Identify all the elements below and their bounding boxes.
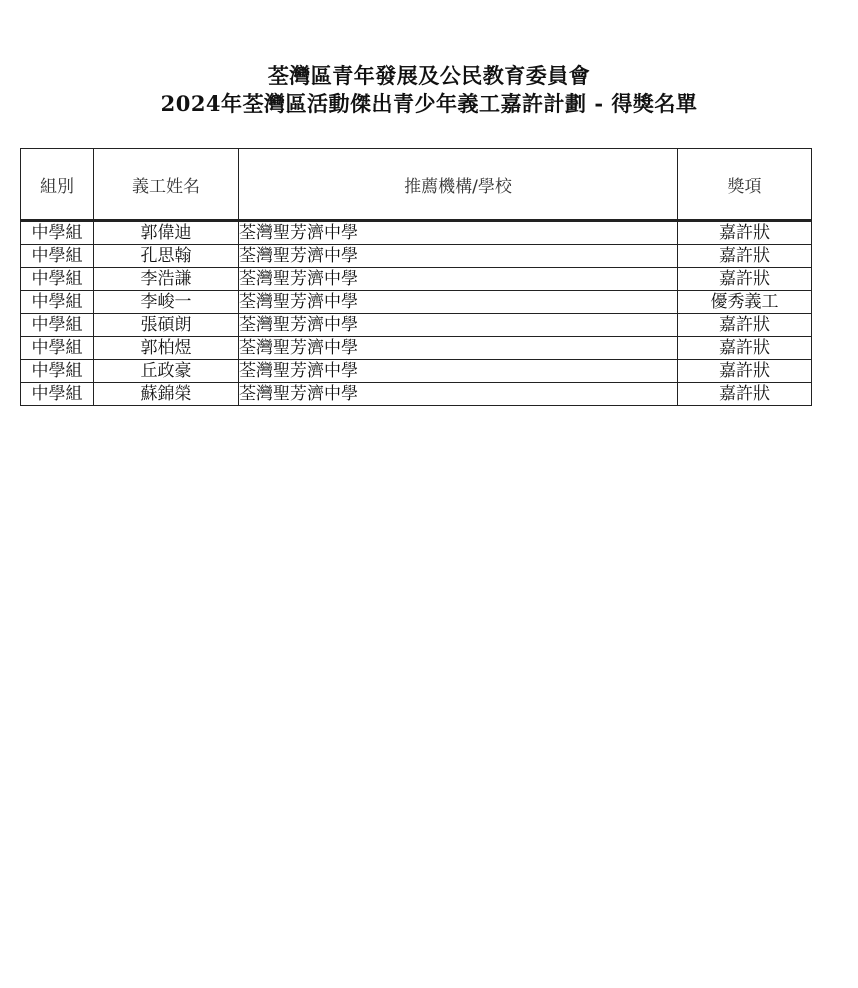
award-table [20, 148, 812, 406]
header-recommending-school: 推薦機構/學校 [239, 149, 678, 221]
table-row [21, 314, 812, 337]
cell-award: 嘉許狀 [678, 383, 812, 406]
cell-award: 嘉許狀 [678, 268, 812, 291]
table-row [21, 245, 812, 268]
table-row [21, 221, 812, 245]
table-row [21, 383, 812, 406]
cell-volunteer-name: 李峻一 [94, 291, 239, 314]
cell-award: 嘉許狀 [678, 337, 812, 360]
cell-volunteer-name: 張碩朗 [94, 314, 239, 337]
cell-volunteer-name: 孔思翰 [94, 245, 239, 268]
cell-group: 中學組 [21, 268, 94, 291]
award-list-title: 2024年荃灣區活動傑出青少年義工嘉許計劃 - 得獎名單 [160, 91, 698, 116]
table-row [21, 337, 812, 360]
cell-school: 荃灣聖芳濟中學 [239, 314, 678, 337]
table-row [21, 291, 812, 314]
cell-group: 中學組 [21, 291, 94, 314]
cell-volunteer-name: 郭柏煜 [94, 337, 239, 360]
cell-group: 中學組 [21, 221, 94, 245]
table-row [21, 268, 812, 291]
committee-title: 荃灣區青年發展及公民教育委員會 [267, 63, 591, 88]
cell-group: 中學組 [21, 360, 94, 383]
table-row [21, 360, 812, 383]
cell-award: 優秀義工 [678, 291, 812, 314]
table-header-row [21, 149, 812, 221]
cell-volunteer-name: 丘政豪 [94, 360, 239, 383]
cell-volunteer-name: 郭偉迪 [94, 221, 239, 245]
cell-award: 嘉許狀 [678, 314, 812, 337]
cell-school: 荃灣聖芳濟中學 [239, 360, 678, 383]
cell-school: 荃灣聖芳濟中學 [239, 337, 678, 360]
header-volunteer-name: 義工姓名 [94, 149, 239, 221]
cell-group: 中學組 [21, 383, 94, 406]
cell-award: 嘉許狀 [678, 360, 812, 383]
cell-school: 荃灣聖芳濟中學 [239, 221, 678, 245]
cell-award: 嘉許狀 [678, 245, 812, 268]
document-title [0, 62, 858, 118]
cell-group: 中學組 [21, 337, 94, 360]
cell-group: 中學組 [21, 245, 94, 268]
cell-award: 嘉許狀 [678, 221, 812, 245]
cell-school: 荃灣聖芳濟中學 [239, 291, 678, 314]
header-group: 組別 [21, 149, 94, 221]
cell-school: 荃灣聖芳濟中學 [239, 245, 678, 268]
cell-group: 中學組 [21, 314, 94, 337]
cell-volunteer-name: 蘇錦榮 [94, 383, 239, 406]
cell-school: 荃灣聖芳濟中學 [239, 383, 678, 406]
cell-volunteer-name: 李浩謙 [94, 268, 239, 291]
header-award: 獎項 [678, 149, 812, 221]
cell-school: 荃灣聖芳濟中學 [239, 268, 678, 291]
